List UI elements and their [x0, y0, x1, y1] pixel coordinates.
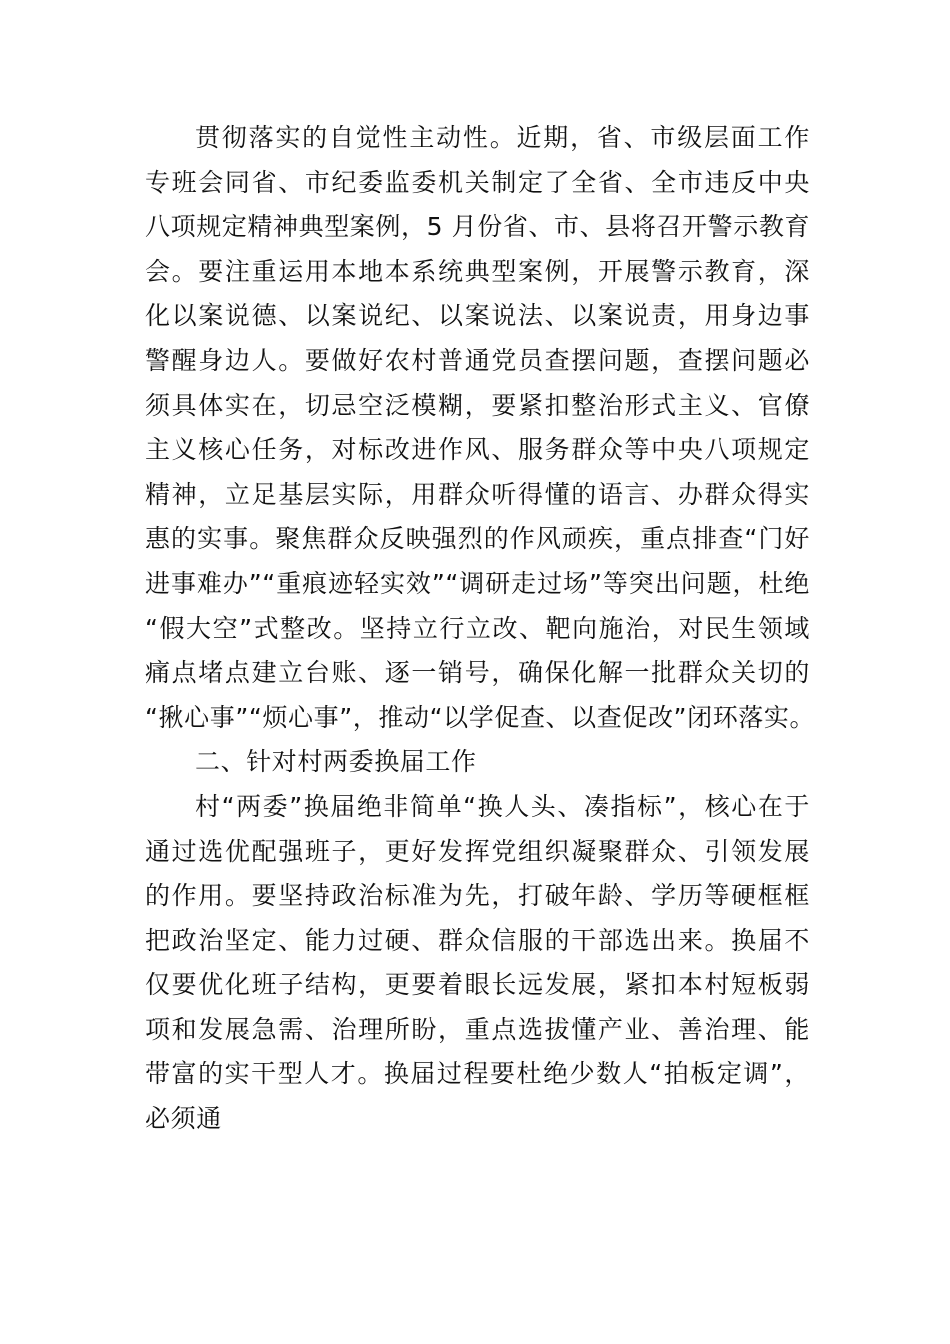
text-line: 的作用。要坚持政治标准为先，打破年龄、学历等硬框框 [145, 881, 810, 911]
text-line: 八项规定精神典型案例，5 月份省、市、县将召开警示教育 [145, 212, 811, 242]
paragraph-discipline-education [145, 116, 816, 740]
text-line: 项和发展急需、治理所盼，重点选拔懂产业、善治理、能 [145, 1014, 810, 1044]
text-line: 主义核心任务，对标改进作风、服务群众等中央八项规定 [145, 435, 810, 465]
text-line: “假大空”式整改。坚持立行立改、靶向施治，对民生领域 [145, 613, 810, 643]
text-line: 带富的实干型人才。换届过程要杜绝少数人“拍板定调”， [145, 1059, 810, 1089]
text-line: 须具体实在，切忌空泛模糊，要紧扣整治形式主义、官僚 [145, 390, 810, 420]
text-line: 贯彻落实的自觉性主动性。近期，省、市级层面工作 [195, 123, 810, 152]
text-line: “揪心事”“烦心事”，推动“以学促查、以查促改”闭环落实。 [145, 702, 816, 732]
text-line: 专班会同省、市纪委监委机关制定了全省、全市违反中央 [145, 167, 810, 197]
text-line: 警醒身边人。要做好农村普通党员查摆问题，查摆问题必 [145, 345, 810, 375]
text-line: 把政治坚定、能力过硬、群众信服的干部选出来。换届不 [145, 925, 810, 955]
text-line: 惠的实事。聚焦群众反映强烈的作风顽疾，重点排查“门好 [145, 524, 810, 554]
text-line: 会。要注重运用本地本系统典型案例，开展警示教育，深 [145, 256, 810, 286]
text-line: 化以案说德、以案说纪、以案说法、以案说责，用身边事 [145, 301, 810, 331]
section-heading [145, 740, 810, 785]
text-line: 必须通 [145, 1104, 222, 1134]
text-line: 通过选优配强班子，更好发挥党组织凝聚群众、引领发展 [145, 836, 810, 866]
document-body [145, 116, 816, 1142]
text-line: 痛点堵点建立台账、逐一销号，确保化解一批群众关切的 [145, 658, 810, 688]
paragraph-village-election [145, 785, 810, 1142]
text-line: 精神，立足基层实际，用群众听得懂的语言、办群众得实 [145, 479, 810, 509]
text-line: 村“两委”换届绝非简单“换人头、凑指标”，核心在于 [195, 791, 810, 821]
section-heading-text: 二、针对村两委换届工作 [195, 747, 477, 777]
text-line: 仅要优化班子结构，更要着眼长远发展，紧扣本村短板弱 [145, 970, 810, 1000]
text-line: 进事难办”“重痕迹轻实效”“调研走过场”等突出问题，杜绝 [145, 568, 810, 598]
